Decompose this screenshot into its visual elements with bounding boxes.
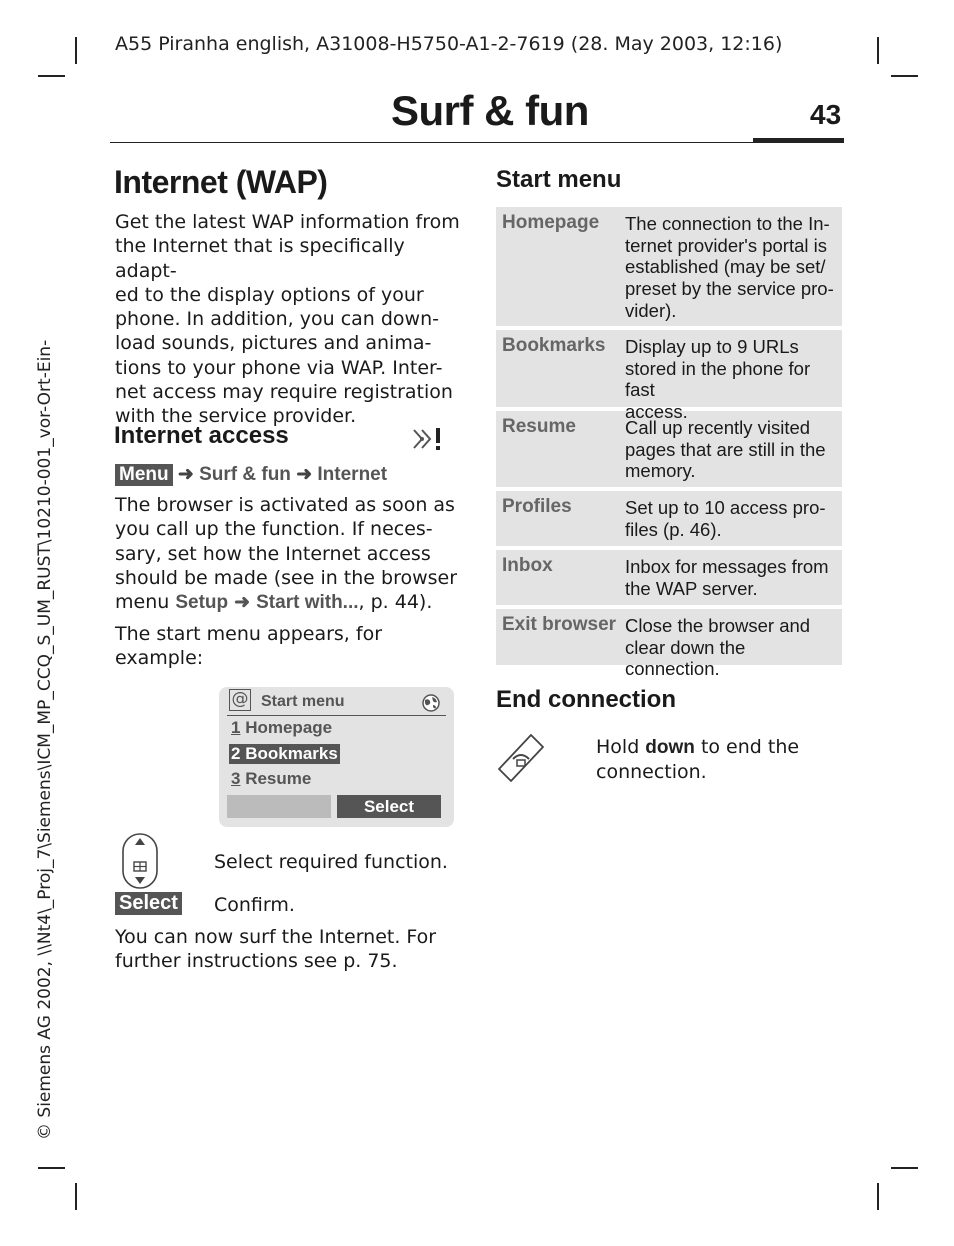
table-row bbox=[496, 330, 842, 423]
desc-line: access. bbox=[625, 401, 688, 423]
desc-line: pages that are still in the bbox=[625, 438, 826, 460]
end-call-key-icon bbox=[497, 733, 545, 787]
text-line: You can now surf the Internet. For bbox=[115, 926, 437, 948]
crop-mark bbox=[877, 37, 879, 64]
text-line: load sounds, pictures and anima- bbox=[115, 332, 432, 355]
desc-line: Call up recently visited bbox=[625, 417, 811, 438]
screen-menu-item-selected bbox=[229, 744, 340, 764]
crop-mark bbox=[75, 1183, 77, 1210]
text-line: phone. In addition, you can down- bbox=[115, 308, 439, 331]
crop-mark bbox=[891, 1167, 918, 1169]
side-copyright-note bbox=[35, 340, 55, 1140]
globe-icon bbox=[422, 694, 440, 716]
section-heading-internet-wap: Internet (WAP) bbox=[114, 164, 328, 200]
text-line bbox=[596, 735, 846, 760]
desc-line: memory. bbox=[625, 460, 696, 482]
desc-line: preset by the service pro- bbox=[625, 278, 834, 300]
intro-paragraph bbox=[115, 210, 465, 429]
text-line: the Internet that is specifically adapt- bbox=[115, 235, 405, 282]
subheading-internet-access: Internet access bbox=[114, 422, 289, 449]
keyword-down: down bbox=[645, 737, 695, 758]
text-line: net access may require registration bbox=[115, 381, 453, 404]
page-number-bar bbox=[753, 138, 844, 143]
text-line: should be made (see in the browser bbox=[115, 566, 458, 589]
screen-title: Start menu bbox=[261, 693, 345, 710]
desc-line: ternet provider's portal is bbox=[625, 234, 827, 256]
text-fragment: to end the bbox=[694, 736, 800, 758]
desc-line: files (p. 46). bbox=[625, 518, 722, 540]
step-select-function: Select required function. bbox=[214, 851, 448, 873]
arrow-right-icon: ➜ bbox=[296, 464, 313, 485]
subheading-end-connection: End connection bbox=[496, 686, 676, 713]
end-connection-text bbox=[596, 735, 846, 785]
at-icon: @ bbox=[229, 689, 251, 711]
text-line: Get the latest WAP information from bbox=[115, 211, 460, 233]
text-line: The browser is activated as soon as bbox=[115, 494, 455, 516]
desc-line: Display up to 9 URLs bbox=[625, 336, 799, 357]
row-description bbox=[625, 495, 836, 540]
right-softkey-select: Select bbox=[337, 795, 441, 818]
select-softkey-label bbox=[115, 892, 182, 915]
navigation-key-icon bbox=[121, 832, 159, 894]
keyword-setup: Setup bbox=[175, 592, 229, 614]
row-description bbox=[625, 334, 836, 423]
row-key: Exit browser bbox=[502, 614, 617, 635]
page-title: Surf & fun bbox=[391, 87, 589, 134]
select-key: Select bbox=[115, 892, 182, 915]
item-label: Bookmarks bbox=[245, 744, 338, 763]
item-number: 2 bbox=[231, 744, 241, 763]
desc-line: the WAP server. bbox=[625, 577, 758, 599]
crop-mark bbox=[38, 75, 65, 77]
arrow-right-icon: ➜ bbox=[177, 464, 194, 485]
page-number: 43 bbox=[810, 99, 842, 130]
item-label: Resume bbox=[245, 769, 312, 788]
desc-line: The connection to the In- bbox=[625, 213, 830, 234]
item-label: Homepage bbox=[245, 718, 333, 737]
text-line: The start menu appears, for bbox=[115, 623, 383, 645]
row-description bbox=[625, 415, 836, 481]
desc-line: vider). bbox=[625, 299, 677, 321]
text-fragment: Hold bbox=[596, 736, 646, 758]
text-line: tions to your phone via WAP. Inter- bbox=[115, 356, 443, 379]
text-fragment: menu bbox=[115, 591, 176, 614]
desc-line: Inbox for messages from bbox=[625, 556, 829, 577]
menu-navigation-path bbox=[115, 463, 387, 486]
screen-title-bar bbox=[227, 689, 446, 716]
outro-paragraph bbox=[115, 925, 465, 974]
row-key: Bookmarks bbox=[502, 335, 606, 356]
text-line: ed to the display options of your bbox=[115, 283, 424, 306]
row-key: Homepage bbox=[502, 212, 600, 233]
crop-mark bbox=[877, 1183, 879, 1210]
table-row bbox=[496, 411, 842, 487]
screen-menu-item bbox=[231, 769, 311, 789]
table-row bbox=[496, 609, 842, 680]
desc-line: Set up to 10 access pro- bbox=[625, 497, 826, 518]
text-line bbox=[115, 590, 465, 615]
wap-signal-icon bbox=[410, 426, 442, 456]
keyword-start-with: Start with... bbox=[256, 592, 359, 614]
start-menu-appears-paragraph bbox=[115, 622, 465, 671]
table-row bbox=[496, 491, 842, 546]
nav-step-surf-fun: Surf & fun bbox=[199, 464, 291, 485]
text-line: further instructions see p. 75. bbox=[115, 950, 398, 973]
crop-mark bbox=[891, 75, 918, 77]
text-line: connection. bbox=[596, 761, 707, 784]
text-line: you call up the function. If neces- bbox=[115, 518, 433, 541]
screen-menu-item bbox=[231, 718, 332, 738]
desc-line: established (may be set/ bbox=[625, 256, 826, 278]
text-line: with the service provider. bbox=[115, 405, 357, 428]
row-key: Resume bbox=[502, 416, 576, 437]
text-line: example: bbox=[115, 647, 204, 670]
desc-line: clear down the connection. bbox=[625, 636, 746, 680]
start-menu-table bbox=[496, 207, 842, 680]
desc-line: Close the browser and bbox=[625, 615, 811, 636]
text-fragment: , p. 44). bbox=[358, 591, 433, 614]
crop-mark bbox=[75, 37, 77, 64]
arrow-right-icon: ➜ bbox=[234, 592, 251, 614]
table-row bbox=[496, 207, 842, 326]
text-line: sary, set how the Internet access bbox=[115, 542, 431, 565]
menu-key-label: Menu bbox=[115, 464, 173, 486]
row-key: Inbox bbox=[502, 555, 553, 576]
row-description bbox=[625, 613, 836, 680]
side-note-text: © Siemens AG 2002, \\Nt4\_Proj_7\Siemens\ICM_MP_CCQ_S_UM_RUST\10210-001_vor-Ort-Ein- bbox=[35, 339, 55, 1140]
row-key: Profiles bbox=[502, 496, 572, 517]
browser-activation-paragraph bbox=[115, 493, 465, 615]
title-rule bbox=[110, 142, 844, 143]
step-confirm: Confirm. bbox=[214, 894, 295, 916]
phone-screen-illustration bbox=[219, 687, 454, 827]
row-description bbox=[625, 554, 836, 599]
left-softkey bbox=[227, 795, 331, 818]
document-reference: A55 Piranha english, A31008-H5750-A1-2-7619 (28. May 2003, 12:16) bbox=[115, 33, 783, 55]
item-number: 3 bbox=[231, 769, 241, 788]
nav-step-internet: Internet bbox=[317, 464, 388, 485]
item-number: 1 bbox=[231, 718, 241, 737]
table-row bbox=[496, 550, 842, 605]
row-description bbox=[625, 211, 836, 320]
subheading-start-menu: Start menu bbox=[496, 166, 622, 193]
crop-mark bbox=[38, 1167, 65, 1169]
desc-line: stored in the phone for fast bbox=[625, 357, 811, 401]
